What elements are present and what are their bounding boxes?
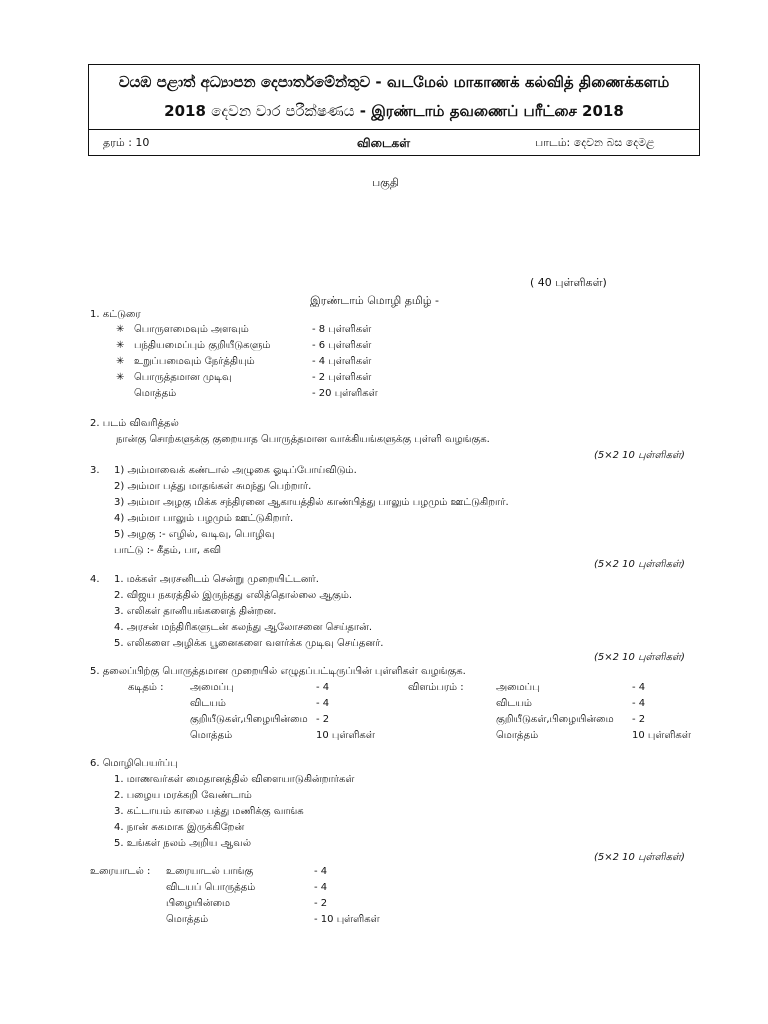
list-item: 5. எலிகளை அழிக்க பூனைகளை வளர்க்க முடிவு செய்தனர். xyxy=(114,638,384,649)
q7-label: உரையாடல் : xyxy=(90,866,151,877)
q5-letter-marks: 10 புள்ளிகள் xyxy=(316,730,375,741)
header-box xyxy=(88,64,700,156)
list-item: ✳ பொருளமைவும் அளவும் xyxy=(116,324,249,335)
list-item: ✳ பொருத்தமான முடிவு xyxy=(116,372,232,383)
list-item: 3. எலிகள் தானியங்களைத் தின்றன. xyxy=(114,606,277,617)
list-item: குறியீடுகள்,பிழையின்மை xyxy=(496,714,614,725)
list-item: விடயம் xyxy=(190,698,226,709)
q4-marks: (5×2 10 புள்ளிகள்) xyxy=(594,652,685,663)
q5-letter-marks: - 4 xyxy=(316,698,330,709)
q1-marks: - 6 புள்ளிகள் xyxy=(312,340,372,351)
list-item: மொத்தம் xyxy=(134,388,177,399)
list-item: 5) அழகு :- எழில், வடிவு, பொழிவு xyxy=(114,529,275,540)
q1-marks: - 2 புள்ளிகள் xyxy=(312,372,372,383)
q5-advert-marks: - 2 xyxy=(632,714,646,725)
q3-marks: (5×2 10 புள்ளிகள்) xyxy=(594,559,685,570)
list-item: ✳ பந்தியமைப்பும் குறியீடுகளும் xyxy=(116,340,271,351)
header-line-2: 2018 දෙවන වාර පරීක්ෂණය - இரண்டாம் தவணைப் பரீட்சை 2018 xyxy=(164,102,624,120)
list-item: மொத்தம் xyxy=(190,730,233,741)
grade-label: தரம் : 10 xyxy=(103,136,150,149)
list-item: 1) அம்மாவைக் கண்டால் அழுகை ஓடிப்போய்விடும். xyxy=(114,465,357,476)
header-sinhala-exam: දෙවන වාර පරීක්ෂණය xyxy=(211,102,355,120)
section-label: பகுதி xyxy=(372,176,399,189)
subject-label: பாடம்: දෙවන බස දෙමළ xyxy=(535,136,655,149)
list-item: 1. மாணவர்கள் மைதானத்தில் விளையாடுகின்றார்கள் xyxy=(114,774,355,785)
list-item: விடயப் பொருத்தம் xyxy=(166,882,256,893)
q5-letter-marks: - 2 xyxy=(316,714,330,725)
list-item: 1. மக்கள் அரசனிடம் சென்று முறையிட்டனர். xyxy=(114,574,319,585)
list-item: அமைப்பு xyxy=(190,682,234,693)
header-line-1: වයඹ පළාත් අධ්‍යාපන දෙපාර්තමේන්තුව - வடமேல் மாகாணக் கல்வித் திணைக்களம் xyxy=(118,73,670,91)
list-item: 5. உங்கள் நலம் அறிய ஆவல் xyxy=(114,838,252,849)
header-info-row xyxy=(89,129,699,156)
q1-marks: - 4 புள்ளிகள் xyxy=(312,356,372,367)
q2-marks: (5×2 10 புள்ளிகள்) xyxy=(594,450,685,461)
list-item: 3) அம்மா அழகு மிக்க சந்திரனை ஆகாயத்தில் காண்பித்து பாலும் பழமும் ஊட்டுகிறார். xyxy=(114,497,509,508)
list-item: 3. கட்டாயம் காலை பத்து மணிக்கு வாங்க xyxy=(114,806,304,817)
q1-marks: - 8 புள்ளிகள் xyxy=(312,324,372,335)
marks-total: ( 40 புள்ளிகள்) xyxy=(530,276,607,289)
header-sinhala-dept: වයඹ පළාත් අධ්‍යාපන දෙපාර්තමේන්තුව xyxy=(118,73,371,91)
list-item: 2. விஜய நகரத்தில் இருந்தது எலித்தொல்லை ஆகும். xyxy=(114,590,353,601)
header-tamil-dept: வடமேல் மாகாணக் கல்வித் திணைக்களம் xyxy=(386,73,670,91)
q7-marks: - 10 புள்ளிகள் xyxy=(314,914,380,925)
q5-advert-label: விளம்பரம் : xyxy=(408,682,464,693)
list-item: 4) அம்மா பாலும் பழமும் ஊட்டுகிறார். xyxy=(114,513,294,524)
q7-marks: - 4 xyxy=(314,882,328,893)
paper-title: இரண்டாம் மொழி தமிழ் - xyxy=(310,294,440,307)
q5-advert-marks: 10 புள்ளிகள் xyxy=(632,730,691,741)
header-tamil-exam: இரண்டாம் தவணைப் பரீட்சை 2018 xyxy=(371,102,624,120)
q2-text: நான்கு சொற்களுக்கு குறையாத பொருத்தமான வாக்கியங்களுக்கு புள்ளி வழங்குக. xyxy=(116,434,490,445)
q3-number: 3. xyxy=(90,465,100,476)
q7-marks: - 4 xyxy=(314,866,328,877)
q5-letter-marks: - 4 xyxy=(316,682,330,693)
q4-number: 4. xyxy=(90,574,100,585)
q5-advert-marks: - 4 xyxy=(632,682,646,693)
q5-title: 5. தலைப்பிற்கு பொருத்தமான முறையில் எழுதப்பட்டிருப்பின் புள்ளிகள் வழங்குக. xyxy=(90,666,466,677)
q5-advert-marks: - 4 xyxy=(632,698,646,709)
list-item: 2. பழைய மரக்கறி வேண்டாம் xyxy=(114,790,252,801)
q1-marks: - 20 புள்ளிகள் xyxy=(312,388,378,399)
header-year: 2018 xyxy=(164,102,206,120)
list-item: பிழையின்மை xyxy=(166,898,231,909)
list-item: மொத்தம் xyxy=(166,914,209,925)
q6-title: 6. மொழிபெயர்ப்பு xyxy=(90,758,178,769)
list-item: குறியீடுகள்,பிழையின்மை xyxy=(190,714,308,725)
q7-marks: - 2 xyxy=(314,898,328,909)
q1-title: 1. கட்டுரை xyxy=(90,309,141,320)
answers-title: விடைகள் xyxy=(357,136,411,150)
q5-letter-label: கடிதம் : xyxy=(128,682,164,693)
list-item: 4. நான் சுகமாக இருக்கிறேன் xyxy=(114,822,245,833)
q6-marks: (5×2 10 புள்ளிகள்) xyxy=(594,852,685,863)
list-item: 4. அரசன் மந்திரிகளுடன் கலந்து ஆலோசனை செய்தான். xyxy=(114,622,373,633)
list-item: உரையாடல் பாங்கு xyxy=(166,866,254,877)
q2-title: 2. படம் விவரித்தல் xyxy=(90,418,179,429)
list-item: பாட்டு :- கீதம், பா, கவி xyxy=(114,545,221,556)
list-item: அமைப்பு xyxy=(496,682,540,693)
list-item: விடயம் xyxy=(496,698,532,709)
list-item: 2) அம்மா பத்து மாதங்கள் சுமந்து பெற்றார். xyxy=(114,481,312,492)
list-item: மொத்தம் xyxy=(496,730,539,741)
list-item: ✳ உறுப்பமைவும் நேர்த்தியும் xyxy=(116,356,255,367)
